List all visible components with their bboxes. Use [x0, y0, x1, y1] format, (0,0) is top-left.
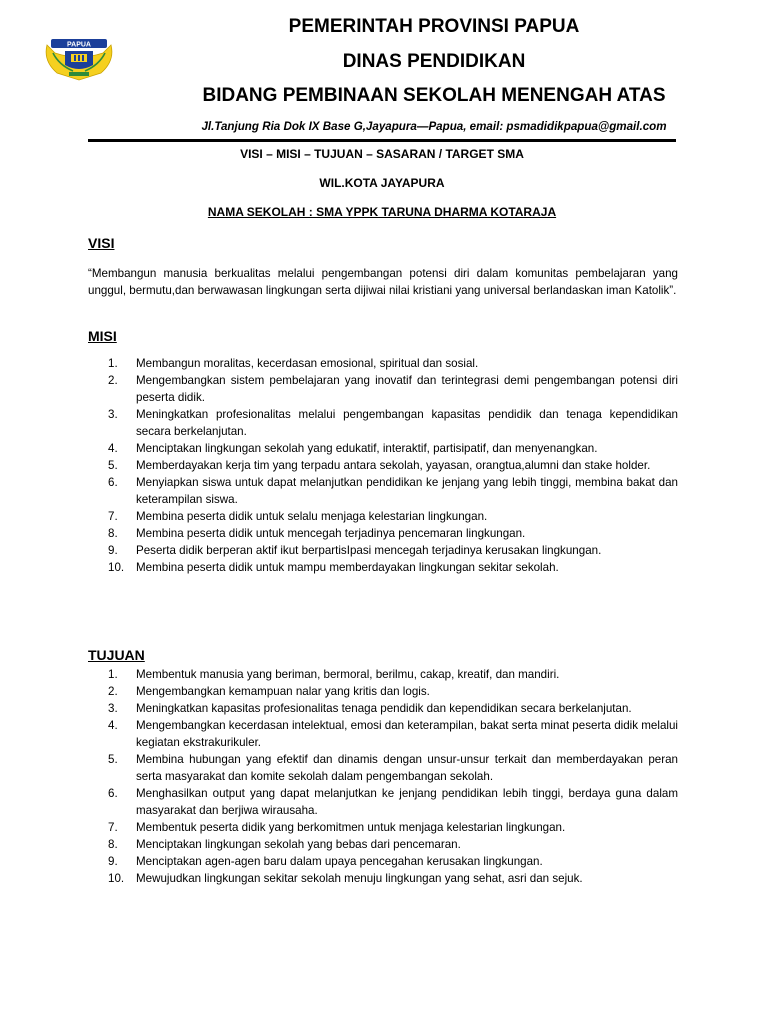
item-text: Membina peserta didik untuk mampu memberdayakan lingkungan sekitar sekolah.: [136, 561, 559, 574]
list-item: [88, 717, 678, 751]
item-number: 2.: [108, 374, 118, 387]
list-item: [88, 870, 678, 887]
list-item: [88, 440, 678, 457]
item-text: Membina peserta didik untuk selalu menjaga kelestarian lingkungan.: [136, 510, 488, 523]
document-title: VISI – MISI – TUJUAN – SASARAN / TARGET SMA: [240, 147, 524, 161]
list-item: [88, 819, 678, 836]
header-divider: [88, 139, 676, 142]
item-number: 7.: [108, 510, 118, 523]
list-item: [88, 355, 678, 372]
misi-list: [88, 355, 678, 576]
misi-heading: MISI: [88, 328, 117, 344]
item-text: Meningkatkan kapasitas profesionalitas tenaga pendidik dan kependidikan secara berkelanjutan.: [136, 702, 632, 715]
item-number: 9.: [108, 544, 118, 557]
list-item: [88, 457, 678, 474]
item-text: Membangun moralitas, kecerdasan emosional, spiritual dan sosial.: [136, 357, 479, 370]
item-number: 1.: [108, 357, 118, 370]
item-number: 2.: [108, 685, 118, 698]
header-line-1: PEMERINTAH PROVINSI PAPUA: [288, 16, 580, 37]
region-line: WIL.KOTA JAYAPURA: [319, 176, 445, 190]
list-item: [88, 853, 678, 870]
item-number: 8.: [108, 527, 118, 540]
item-number: 7.: [108, 821, 118, 834]
item-number: 3.: [108, 702, 118, 715]
item-number: 5.: [108, 753, 118, 766]
item-number: 1.: [108, 668, 118, 681]
item-text: Membina hubungan yang efektif dan dinamis dengan unsur-unsur terkait dan memberdayakan peran serta masyarakat dan komite sekolah dalam pengembangan sekolah.: [136, 753, 678, 783]
header-address: Jl.Tanjung Ria Dok IX Base G,Jayapura—Papua, email: psmadidikpapua@gmail.com: [201, 120, 667, 133]
item-number: 4.: [108, 442, 118, 455]
item-text: Memberdayakan kerja tim yang terpadu antara sekolah, yayasan, orangtua,alumni dan stake holder.: [136, 459, 651, 472]
list-item: [88, 406, 678, 440]
list-item: [88, 508, 678, 525]
list-item: [88, 785, 678, 819]
list-item: [88, 542, 678, 559]
tujuan-heading: TUJUAN: [88, 647, 145, 663]
item-text: Menciptakan agen-agen baru dalam upaya pencegahan kerusakan lingkungan.: [136, 855, 543, 868]
item-number: 10.: [108, 872, 125, 885]
header-line-3: BIDANG PEMBINAAN SEKOLAH MENENGAH ATAS: [202, 85, 666, 106]
item-text: Mengembangkan kemampuan nalar yang kritis dan logis.: [136, 685, 430, 698]
item-text: Membentuk peserta didik yang berkomitmen untuk menjaga kelestarian lingkungan.: [136, 821, 566, 834]
list-item: [88, 700, 678, 717]
item-text: Menyiapkan siswa untuk dapat melanjutkan pendidikan ke jenjang yang lebih tinggi, membina bakat dan keterampilan siswa.: [136, 476, 678, 506]
item-text: Menciptakan lingkungan sekolah yang edukatif, interaktif, partisipatif, dan menyenangkan.: [136, 442, 598, 455]
item-number: 8.: [108, 838, 118, 851]
item-number: 6.: [108, 476, 118, 489]
list-item: [88, 666, 678, 683]
item-text: Menghasilkan output yang dapat melanjutkan ke jenjang pendidikan lebih tinggi, berdaya guna dalam masyarakat dan berjiwa wirausaha.: [136, 787, 678, 817]
list-item: [88, 474, 678, 508]
list-item: [88, 751, 678, 785]
list-item: [88, 683, 678, 700]
item-number: 4.: [108, 719, 118, 732]
item-text: Mengembangkan sistem pembelajaran yang inovatif dan terintegrasi demi pengembangan potensi diri peserta didik.: [136, 374, 678, 404]
list-item: [88, 559, 678, 576]
visi-heading: VISI: [88, 235, 115, 251]
item-text: Menciptakan lingkungan sekolah yang bebas dari pencemaran.: [136, 838, 461, 851]
item-text: Membentuk manusia yang beriman, bermoral, berilmu, cakap, kreatif, dan mandiri.: [136, 668, 560, 681]
item-number: 10.: [108, 561, 125, 574]
header-line-2: DINAS PENDIDIKAN: [342, 51, 526, 72]
item-text: Peserta didik berperan aktif ikut berpartisIpasi mencegah terjadinya kerusakan lingkungan.: [136, 544, 602, 557]
item-text: Mengembangkan kecerdasan intelektual, emosi dan keterampilan, bakat serta minat peserta didik melalui kegiatan ekstrakurikuler.: [136, 719, 678, 749]
visi-text: “Membangun manusia berkualitas melalui pengembangan potensi diri dalam komunitas pembelajaran yang unggul, bermutu,dan berwawasan lingkungan serta dijiwai nilai kristiani yang universal berlandaskan iman Katolik”.: [88, 267, 678, 297]
list-item: [88, 836, 678, 853]
tujuan-list: [88, 666, 678, 887]
school-name: NAMA SEKOLAH : SMA YPPK TARUNA DHARMA KOTARAJA: [207, 205, 557, 219]
item-number: 9.: [108, 855, 118, 868]
item-text: Meningkatkan profesionalitas melalui pengembangan kapasitas pendidik dan tenaga kependidikan secara berkelanjutan.: [136, 408, 678, 438]
list-item: [88, 372, 678, 406]
item-number: 3.: [108, 408, 118, 421]
item-number: 6.: [108, 787, 118, 800]
svg-text:PAPUA: PAPUA: [67, 41, 91, 49]
list-item: [88, 525, 678, 542]
item-text: Mewujudkan lingkungan sekitar sekolah menuju lingkungan yang sehat, asri dan sejuk.: [136, 872, 583, 885]
item-text: Membina peserta didik untuk mencegah terjadinya pencemaran lingkungan.: [136, 527, 526, 540]
item-number: 5.: [108, 459, 118, 472]
